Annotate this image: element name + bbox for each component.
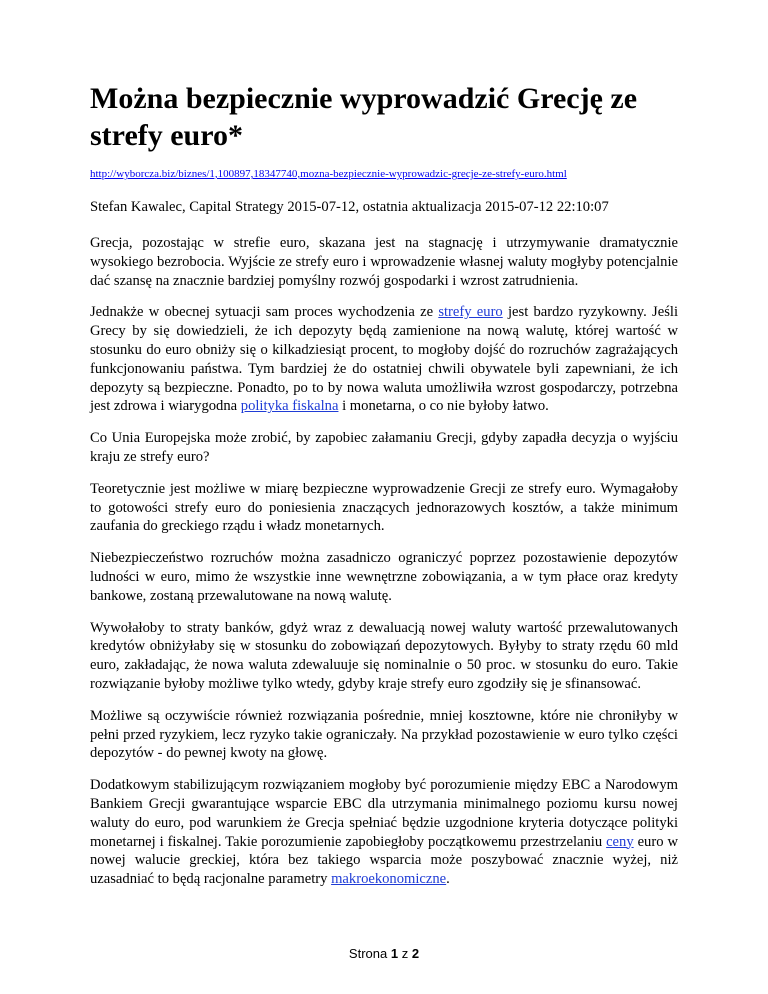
link-polityka-fiskalna[interactable]: polityka fiskalna bbox=[240, 398, 339, 415]
paragraph-4: Teoretycznie jest możliwe w miarę bezpieczne wyprowadzenie Grecji ze strefy euro. Wymagałoby to gotowości strefy euro do poniesienia znaczących jednorazowych kosztów, a także minimum zaufania do greckiego rządu i władz monetarnych. bbox=[90, 480, 678, 535]
link-strefy-euro[interactable]: strefy euro bbox=[438, 304, 503, 321]
article-body bbox=[90, 80, 678, 889]
paragraph-3: Co Unia Europejska może zrobić, by zapobiec załamaniu Grecji, gdyby zapadła decyzja o wyjściu kraju ze strefy euro? bbox=[90, 430, 678, 465]
source-url-link[interactable]: http://wyborcza.biz/biznes/1,100897,18347740,mozna-bezpiecznie-wyprowadzic-grecje-ze-strefy-euro.html bbox=[90, 168, 567, 180]
paragraph-6: Wywołałoby to straty banków, gdyż wraz z dewaluacją nowej waluty wartość przewalutowanych kredytów obniżyłaby się w stosunku do zobowiązań depozytowych. Byłyby to straty rzędu 60 mld euro, zakładając, że nowa waluta zdewaluuje się nominalnie o 50 proc. w stosunku do euro. Takie rozwiązanie byłoby możliwe tylko wtedy, gdyby kraje strefy euro zgodziły się je sfinansować. bbox=[90, 619, 678, 692]
paragraph-2: Jednakże w obecnej sytuacji sam proces wychodzenia ze strefy euro jest bardzo ryzykowny. Jeśli Grecy by się dowiedzieli, że ich depozyty będą zamienione na nową walutę, której wartość w stosunku do euro obniży się o kilkadziesiąt procent, to mogłoby dojść do rozruchów zagrażających funkcjonowaniu państwa. Tym bardziej że do ostatniej chwili obywatele byli zapewniani, że ich depozyty są bezpieczne. Ponadto, po to by nowa waluta umożliwiła wzrost gospodarczy, potrzebna jest zdrowa i wiarygodna polityka fiskalna i monetarna, o co nie byłoby łatwo. bbox=[90, 304, 679, 415]
link-makroekonomiczne[interactable]: makroekonomiczne bbox=[331, 871, 447, 888]
footer-separator: z bbox=[401, 946, 409, 961]
paragraph-7: Możliwe są oczywiście również rozwiązania pośrednie, mniej kosztowne, które nie chroniłyby w pełni przed ryzykiem, lecz ryzyko takie ograniczały. Na przykład pozostawienie w euro tylko części depozytów - do pewnej kwoty na głowę. bbox=[90, 707, 678, 762]
paragraph-1: Grecja, pozostając w strefie euro, skazana jest na stagnację i utrzymywanie dramatycznie wysokiego bezrobocia. Wyjście ze strefy euro i wprowadzenie własnej waluty mogłyby potencjalnie dać szansę na znacznie bardziej pomyślny rozwój gospodarki i wzrost zatrudnienia. bbox=[90, 235, 678, 289]
byline: Stefan Kawalec, Capital Strategy 2015-07-12, ostatnia aktualizacja 2015-07-12 22:10:07 bbox=[90, 199, 609, 215]
paragraph-5: Niebezpieczeństwo rozruchów można zasadniczo ograniczyć poprzez pozostawienie depozytów ludności w euro, mimo że wszystkie inne wewnętrzne zobowiązania, a w tym płace oraz kredyty bankowe, zostaną przewalutowane na nową walutę. bbox=[90, 550, 678, 604]
footer-current-page: 1 bbox=[390, 946, 399, 961]
paragraph-8: Dodatkowym stabilizującym rozwiązaniem mogłoby być porozumienie między EBC a Narodowym Bankiem Grecji gwarantujące wsparcie EBC dla utrzymania minimalnego poziomu kursu nowej waluty do euro, pod warunkiem że Grecja spełniać będzie uzgodnione kryteria dotyczące polityki monetarnej i fiskalnej. Takie porozumienie zapobiegłoby początkowemu przestrzelaniu ceny euro w nowej walucie greckiej, która bez takiego wsparcia może poszybować znacznie wyżej, niż uzasadniać to będą racjonalne parametry makroekonomiczne. bbox=[90, 777, 678, 888]
footer-total-pages: 2 bbox=[411, 946, 420, 961]
article-title: Można bezpiecznie wyprowadzić Grecję ze strefy euro* bbox=[90, 82, 638, 152]
page-footer bbox=[0, 946, 768, 961]
footer-page-label: Strona bbox=[348, 946, 388, 961]
link-ceny[interactable]: ceny bbox=[606, 833, 634, 850]
